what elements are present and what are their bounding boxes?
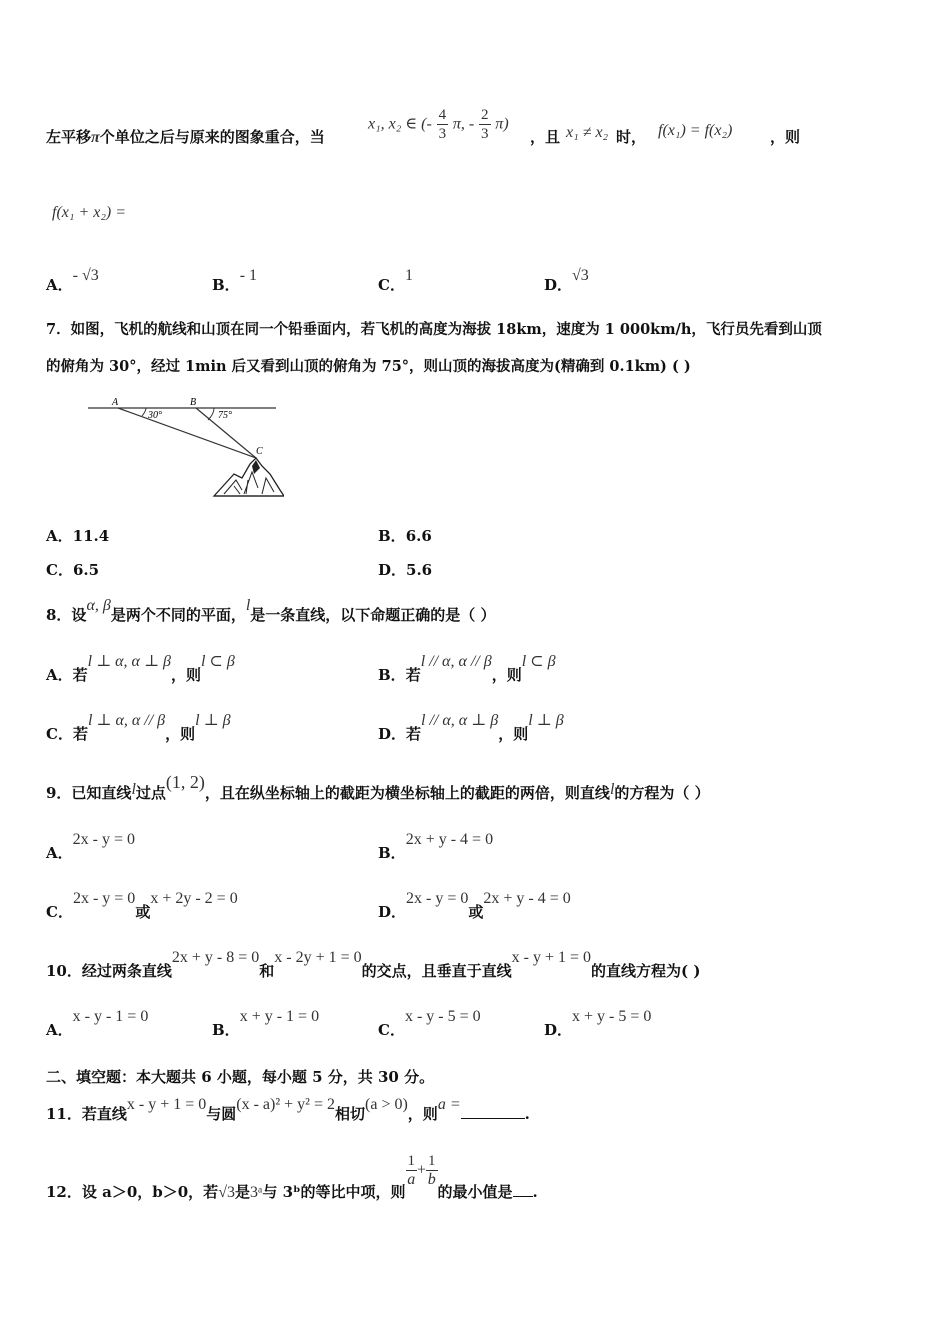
q10-option-d[interactable]: D．x + y - 5 = 0 — [544, 1008, 652, 1039]
q8-option-a[interactable]: A．若l ⊥ α, α ⊥ β，则l ⊂ β — [46, 653, 235, 684]
q12-answer-blank[interactable] — [513, 1180, 533, 1197]
q7-option-c[interactable]: C．6.5 — [46, 561, 100, 579]
q6-neq-math: x₁ ≠ x₂ — [566, 124, 609, 141]
q6-option-c[interactable]: C．1 — [378, 267, 413, 294]
q7-option-d[interactable]: D．5.6 — [378, 561, 433, 579]
label-c: C — [256, 446, 263, 457]
q7-stem-line1: 7．如图，飞机的航线和山顶在同一个铅垂面内，若飞机的高度为海拔 18km，速度为 1 000km/h，飞行员先看到山顶 — [46, 321, 822, 338]
q8-option-b[interactable]: B．若l // α, α // β，则l ⊂ β — [378, 653, 556, 684]
q6-stem-ze: ，则 — [770, 128, 801, 146]
q6-stem-shi: 时， — [616, 128, 647, 146]
mountain-icon — [214, 458, 284, 496]
q9-option-d[interactable]: D．2x - y = 0或2x + y - 4 = 0 — [378, 890, 571, 921]
label-angle-30: 30° — [148, 410, 162, 421]
label-angle-75: 75° — [218, 410, 232, 421]
q6-stem-line1: 左平移π个单位之后与原来的图象重合，当 — [46, 128, 325, 146]
q7-option-b[interactable]: B．6.6 — [378, 527, 432, 545]
q6-expression: f(x₁ + x₂) = — [52, 204, 127, 221]
q9-option-c[interactable]: C．2x - y = 0或x + 2y - 2 = 0 — [46, 890, 238, 921]
angle-arc-a — [142, 408, 146, 416]
q7-figure — [84, 394, 284, 504]
q6-option-a[interactable]: A．- √3 — [46, 267, 99, 294]
q8-option-c[interactable]: C．若l ⊥ α, α // β，则l ⊥ β — [46, 712, 231, 743]
q7-stem-line2: 的俯角为 30°，经过 1min 后又看到山顶的俯角为 75°，则山顶的海拔高度为(精确到 0.1km) ( ) — [46, 358, 691, 375]
q11-answer-blank[interactable] — [461, 1102, 525, 1119]
label-b: B — [190, 397, 197, 408]
q9-option-a[interactable]: A．2x - y = 0 — [46, 831, 135, 862]
q6-stem-qie: ，且 — [530, 128, 561, 146]
q9-option-b[interactable]: B．2x + y - 4 = 0 — [378, 831, 494, 862]
label-a: A — [112, 397, 119, 408]
q9-stem: 9．已知直线l过点(1, 2)，且在纵坐标轴上的截距为横坐标轴上的截距的两倍，则直线l的方程为（ ） — [46, 772, 710, 802]
q6-option-b[interactable]: B．- 1 — [212, 267, 258, 294]
sightline-a — [118, 408, 256, 458]
q10-stem: 10．经过两条直线2x + y - 8 = 0和x - 2y + 1 = 0的交点，且垂直于直线x - y + 1 = 0的直线方程为( ) — [46, 949, 701, 980]
q12-stem: 12．设 a＞0，b＞0，若√3是3ᵃ与 3ᵇ的等比中项，则 $\frac{1}{a}$ + $\frac{1}{b}$ 的最小值是 . — [46, 1153, 538, 1201]
q6-feq-math: f(x₁) = f(x₂) — [658, 122, 733, 139]
q6-condition-math: x₁, x₂ ∈ (- $\frac{4}{3}$ π, - $\frac{2}{3}$ π) — [368, 107, 509, 142]
section-heading: 二、填空题：本大题共 6 小题，每小题 5 分，共 30 分。 — [46, 1068, 435, 1086]
q11-stem: 11．若直线x - y + 1 = 0与圆(x - a)² + y² = 2相切(a > 0)，则a =. — [46, 1096, 530, 1123]
q6-option-d[interactable]: D．√3 — [544, 267, 589, 294]
q10-option-b[interactable]: B．x + y - 1 = 0 — [212, 1008, 320, 1039]
q8-option-d[interactable]: D．若l // α, α ⊥ β，则l ⊥ β — [378, 712, 564, 743]
q10-option-a[interactable]: A．x - y - 1 = 0 — [46, 1008, 149, 1039]
q7-option-a[interactable]: A．11.4 — [46, 527, 110, 545]
q10-option-c[interactable]: C．x - y - 5 = 0 — [378, 1008, 481, 1039]
q8-stem: 8．设α, β是两个不同的平面，l是一条直线，以下命题正确的是（ ） — [46, 597, 496, 624]
